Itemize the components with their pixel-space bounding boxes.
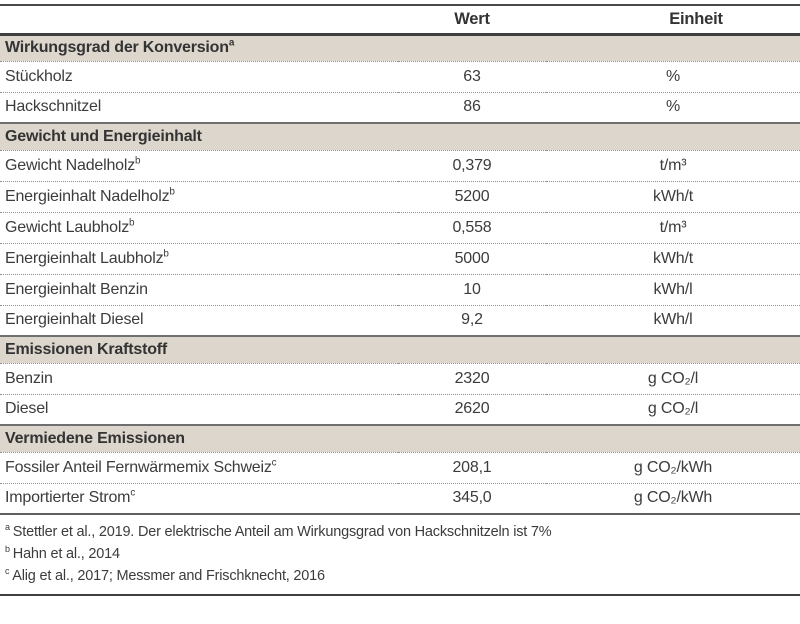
row-label-superscript: b [135, 155, 141, 167]
row-einheit-cell: kWh/l [546, 305, 800, 336]
row-wert-cell: 9,2 [398, 305, 546, 336]
table-row [0, 243, 800, 274]
row-einheit-cell: t/m³ [546, 150, 800, 181]
row-label-superscript: b [169, 186, 175, 198]
table-row [0, 92, 800, 123]
header-wert: Wert [454, 9, 490, 28]
row-label: Benzin [5, 369, 53, 387]
row-label-cell [0, 181, 398, 212]
row-einheit-cell: g CO₂/l [546, 394, 800, 425]
header-einheit: Einheit [669, 9, 723, 28]
table-row [0, 181, 800, 212]
row-label: Diesel [5, 400, 49, 418]
table-row [0, 274, 800, 305]
row-einheit-cell: g CO₂/kWh [546, 483, 800, 514]
row-label-cell [0, 452, 398, 483]
section-title-superscript: a [228, 37, 235, 49]
row-label-cell [0, 363, 398, 394]
row-einheit-cell: kWh/l [546, 274, 800, 305]
row-wert-cell: 10 [398, 274, 546, 305]
row-label: Energieinhalt Laubholz [5, 249, 164, 267]
table-row [0, 212, 800, 243]
row-wert-cell: 5200 [398, 181, 546, 212]
header-label-cell [0, 5, 398, 34]
footnote-text: Alig et al., 2017; Messmer and Frischknecht, 2016 [12, 568, 325, 584]
row-label-cell [0, 92, 398, 123]
section-header-row [0, 123, 800, 150]
footnote-marker: c [5, 566, 10, 577]
section-header-row [0, 34, 800, 61]
section-title: Emissionen Kraftstoff [5, 340, 168, 358]
row-wert-cell: 345,0 [398, 483, 546, 514]
row-wert-cell: 0,379 [398, 150, 546, 181]
footnotes [0, 515, 800, 596]
row-label-cell [0, 305, 398, 336]
section-header-row [0, 425, 800, 452]
row-label: Gewicht Laubholz [5, 218, 129, 236]
row-label: Energieinhalt Benzin [5, 280, 148, 298]
row-einheit-cell: kWh/t [546, 243, 800, 274]
footnote-text: Hahn et al., 2014 [12, 546, 120, 562]
row-label: Importierter Strom [5, 489, 131, 507]
footnote [5, 543, 800, 565]
row-label-superscript: b [163, 248, 169, 260]
row-label: Stückholz [5, 67, 73, 85]
section-title: Wirkungsgrad der Konversion [5, 39, 229, 56]
section-title: Vermiedene Emissionen [5, 429, 185, 447]
table-row [0, 452, 800, 483]
footnote-marker: b [5, 544, 10, 555]
row-wert-cell: 63 [398, 61, 546, 92]
row-label-cell [0, 212, 398, 243]
row-label-superscript: c [271, 457, 277, 469]
footnote-marker: a [5, 522, 10, 533]
table-row [0, 61, 800, 92]
row-einheit-cell: % [546, 61, 800, 92]
table-row [0, 363, 800, 394]
row-label-cell [0, 483, 398, 514]
row-label-cell [0, 61, 398, 92]
row-label-cell [0, 243, 398, 274]
row-label-superscript: b [129, 217, 135, 229]
row-einheit-cell: g CO₂/kWh [546, 452, 800, 483]
row-label-cell [0, 150, 398, 181]
section-title-cell [0, 123, 800, 150]
row-label: Hackschnitzel [5, 98, 102, 116]
row-label-superscript: c [130, 487, 136, 499]
row-label-cell [0, 394, 398, 425]
row-label: Gewicht Nadelholz [5, 156, 135, 174]
footnote [5, 521, 800, 543]
row-label: Energieinhalt Diesel [5, 311, 144, 329]
row-wert-cell: 5000 [398, 243, 546, 274]
row-einheit-cell: kWh/t [546, 181, 800, 212]
row-wert-cell: 2320 [398, 363, 546, 394]
row-einheit-cell: g CO₂/l [546, 363, 800, 394]
row-label: Fossiler Anteil Fernwärmemix Schweiz [5, 458, 272, 476]
section-header-row [0, 336, 800, 363]
parameters-table [0, 4, 800, 515]
section-title: Gewicht und Energieinhalt [5, 127, 202, 145]
table-row [0, 483, 800, 514]
row-wert-cell: 2620 [398, 394, 546, 425]
row-wert-cell: 208,1 [398, 452, 546, 483]
table-row [0, 394, 800, 425]
table-row [0, 150, 800, 181]
row-einheit-cell: % [546, 92, 800, 123]
section-title-cell [0, 34, 800, 61]
row-wert-cell: 0,558 [398, 212, 546, 243]
section-title-cell [0, 425, 800, 452]
table-row [0, 305, 800, 336]
row-label: Energieinhalt Nadelholz [5, 187, 170, 205]
footnote-text: Stettler et al., 2019. Der elektrische Anteil am Wirkungsgrad von Hackschnitzeln ist 7% [12, 524, 552, 540]
row-wert-cell: 86 [398, 92, 546, 123]
footnote [5, 565, 800, 587]
row-label-cell [0, 274, 398, 305]
table-body [0, 34, 800, 514]
section-title-cell [0, 336, 800, 363]
table-header-row [0, 5, 800, 34]
row-einheit-cell: t/m³ [546, 212, 800, 243]
